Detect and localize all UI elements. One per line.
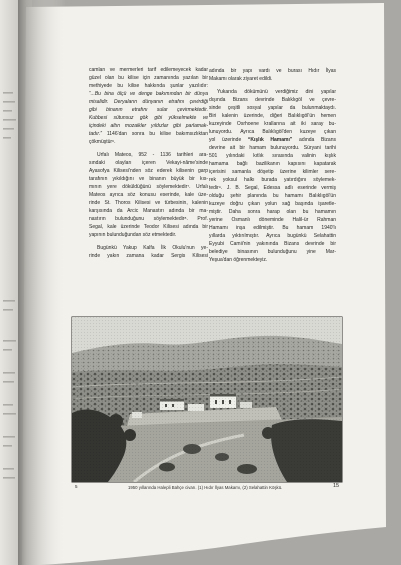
text-line: Bugünkü Yakup Kalfa İlk Okulu'nun ye- [97,245,208,251]
text-line: sındaki olayları içeren Vekayi-nâme'sinde [89,160,208,166]
text-line: belediye binasının bulunduğunu yine Mar- [209,249,336,255]
text-line: olduğu şehir planında bu hamamı Balıklıgöl'ün [209,193,336,199]
paragraph-1 [89,66,208,146]
text-line: miştir. Daha sonra harap olan bu hamamın [209,209,336,215]
text-line: Hamamı inşa edilmiştir. Bu hamam 1940'lı [209,225,336,231]
text-line: camları ve mermerleri tarif edilemeyecek kadar [89,67,208,73]
text-fragment: adında Bizans [292,137,336,143]
paragraph-3 [89,244,208,260]
text-line: yıllarda yıktırılmıştır. Ayrıca bugünkü Selahattin [209,233,336,239]
text-line: 501 yılındaki kıtlık sırasında valinin kışlık [209,153,336,159]
quote-line: “...Bu bina ölçü ve denge bakımından bir dünya [89,91,208,97]
text-line: hamama bağlı bazilikanın kapısını kapatarak [209,161,336,167]
text-line: Makamı olarak ziyaret edildi. [209,76,273,82]
paragraph-2 [89,151,208,239]
photo-caption: 1950 yıllarında Halepli Bahçe civarı. (1) Hıdır İlyas Makamı, (2) Selahattin Köşkü. [128,485,283,490]
quote-end: tadır.” [89,131,102,137]
text-line: Mateos ayrıca söz konusu eserinde, kale üze- [89,192,208,198]
gutter-shadow [18,0,66,565]
text-line: Biri kalenin üzerinde, diğeri Balıklıgöl'ün hemen [209,113,336,119]
quote-line: gibi binanın etrafını sular çevirmektedir. [89,107,208,113]
text-line: dışında Bizans devrinde Balıklıgöl ve çevre- [209,97,336,103]
page-number: 15 [333,483,340,489]
right-text-column [209,67,336,264]
text-line: rinde St. Thoros Kilisesi ve türbesinin, kalenin [89,200,208,206]
paragraph-social-buildings [209,88,336,264]
text-line: karşısında da Arcic Manastırı adında bir ma- [89,208,208,214]
text-line: mının yere döküldüğünü söylemektedir⁷. Urfalı [89,184,208,190]
text-line: nastırın bulunduğunu söylemektedir⁸. Prof. [89,216,208,222]
text-line: lunuyordu. Ayrıca Balıklıgöl'den kuzeye çıkan [209,129,336,135]
text-line: çökmüştür⁶. [89,139,116,145]
quote-line: misalidir. Deryaların dünyanın etrafını çevirdiği [89,99,208,105]
text-line: içerisini samanla döşetip üzerine kilimler sere- [209,169,336,175]
text-line: kuzeyinde Osrhoene krallarına ait iki saray bu- [209,121,336,127]
quote-line: içindeki altın mozaikler yıldızlar gibi parlamak- [89,123,208,129]
left-text-column [89,66,208,260]
text-line: kuzeye doğru çıkan yolun sağ başında işaretle- [209,201,336,207]
bold-term: “Kışlık Hamamı” [247,137,293,143]
text-line: rek yoksul halkı burada yatırdığını söylemek- [209,177,336,183]
text-line: Yukarıda dökümünü verdiğimiz dini yapılar [217,89,336,95]
text-line: Yeşua'dan öğrenmekteyiz. [209,257,268,263]
text-line [89,130,208,138]
text-line: tarafının yıkıldığını ve binanın büyük bir kıs- [89,176,208,182]
text-fragment: yol üzerinde [209,137,248,143]
text-line: rinde yakın zamana kadar Sergis Kilisesi [89,253,208,259]
text-line: Ayasofya Kilisesi'nden söz ederek kilisenin garp [89,168,208,174]
text-line: yerine Osmanlı döneminde Halil-ür Rahman [209,217,336,223]
text-line: Eyyubi Camii'nin yakınında Bizans devrinde bir [209,241,336,247]
text-line: güzel olan bu kilise için zamanında yazılan bir [89,75,208,81]
text-line: Segal, kale üzerinde Teodor Kilisesi adında bir [89,224,208,230]
text-fragment: 1146'dan sonra bu kilise bakımsızlıktan [101,131,208,137]
text-line: adında bir yapı vardı ve burası Hıdır İlyas [209,68,336,74]
paragraph-continuation [209,67,336,83]
landscape-photograph [72,317,342,482]
text-line [209,136,336,144]
quote-line: Kubbesi sütunsuz gök gibi yükselmekte ve [89,115,208,121]
text-line: methiyede bu kilise hakkında şunlar yazılıdır: [89,83,208,89]
text-line: Urfalı Mateos, 952 - 1136 tarihleri ara- [97,152,208,158]
photo-corner-mark: 5 [75,484,78,489]
film-grain [72,317,342,482]
text-line: devrine ait bir hamam bulunuyordu. Süryani tarihi [209,145,336,151]
text-line: tedir⁹. J. B. Segal, Edessa adlı eserinde vermiş [209,185,336,191]
text-line: yapının bulunduğundan söz etmektedir. [89,232,177,238]
text-line: sinde çeşitli sosyal yapılar da bulunmaktaydı. [209,105,336,111]
